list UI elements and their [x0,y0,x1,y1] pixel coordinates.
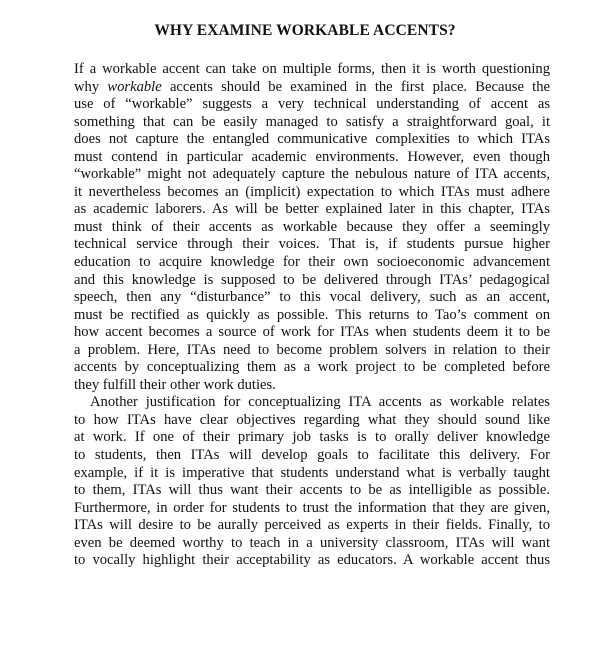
text-line: example, if it is imperative that students understand what is verbally taught [74,464,550,481]
text-segment: accents should be examined in the first place. Because the [161,78,550,95]
text-line: must think of their accents as workable because they offer a seemingly [74,218,550,235]
text-line: how accent becomes a source of work for ITAs when students deem it to be [74,324,550,341]
emphasized-word: workable [107,78,162,95]
paragraph-2 [74,394,550,569]
text-line: must contend in particular academic environments. However, even though [74,148,550,165]
text-segment: why [74,78,108,95]
text-line: a problem. Here, ITAs need to become problem solvers in relation to their [74,341,550,358]
text-line: it nevertheless becomes an (implicit) expectation to which ITAs must adhere [74,183,550,200]
text-line: even be deemed worthy to teach in a university classroom, ITAs will want [74,534,550,551]
text-line: Furthermore, in order for students to trust the information that they are given, [74,499,550,516]
text-line: to them, ITAs will thus want their accents to be as intelligible as possible. [74,482,550,499]
text-line: accents by conceptualizing them as a work project to be completed before [74,359,550,376]
text-line: and this knowledge is supposed to be delivered through ITAs’ pedagogical [74,271,550,288]
text-line: to students, then ITAs will develop goals to facilitate this delivery. For [74,447,550,464]
text-line: speech, then any “disturbance” to this vocal delivery, such as an accent, [74,289,550,306]
text-line: as academic laborers. As will be better explained later in this chapter, ITAs [74,201,550,218]
paragraph-1 [74,61,550,394]
text-line: must be rectified as quickly as possible. This returns to Tao’s comment on [74,306,550,323]
text-line: ITAs will desire to be aurally perceived as experts in their fields. Finally, to [74,517,550,534]
text-line: technical service through their voices. That is, if students pursue higher [74,236,550,253]
text-line: Another justification for conceptualizing ITA accents as workable relates [90,394,550,411]
text-line: to vocally highlight their acceptability as educators. A workable accent thus [74,552,550,569]
text-line: If a workable accent can take on multiple forms, then it is worth questioning [74,61,550,77]
text-line: something that can be easily managed to satisfy a straightforward goal, it [74,113,550,130]
text-line [74,79,550,97]
text-line: use of “workable” suggests a very technical understanding of accent as [74,96,550,113]
text-line: does not capture the entangled communicative complexities to which ITAs [74,131,550,148]
body-text [74,61,550,570]
text-line: they fulfill their other work duties. [74,376,276,393]
text-line: “workable” might not adequately capture the nebulous nature of ITA accents, [74,166,550,183]
text-line: education to acquire knowledge for their own socioeconomic advancement [74,254,550,271]
text-line: at work. If one of their primary job tasks is to orally deliver knowledge [74,429,550,446]
section-heading: WHY EXAMINE WORKABLE ACCENTS? [154,22,456,39]
text-line: to how ITAs have clear objectives regarding what they should sound like [74,411,550,428]
